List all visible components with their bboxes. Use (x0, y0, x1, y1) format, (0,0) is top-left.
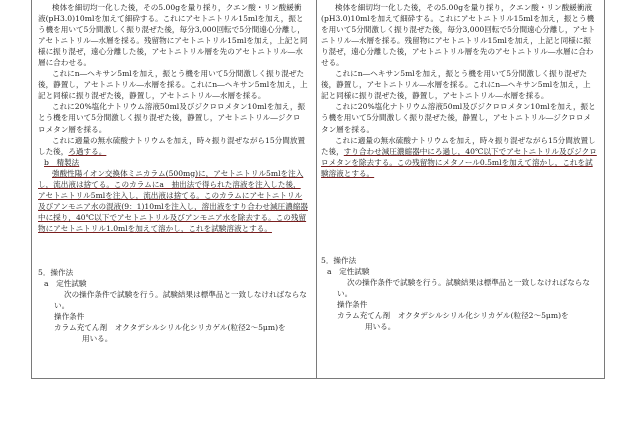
left-heading-qualitative: a 定性試験 (44, 279, 87, 289)
right-para-qualitative: 次の操作条件で試験を行う。試験結果は標準品と一致しなければならない。 (337, 277, 590, 298)
table-border-right (604, 0, 605, 378)
table-border-bottom (31, 378, 605, 379)
left-heading-purification (38, 157, 308, 168)
left-column-packing-cont: 用いる。 (82, 334, 113, 344)
right-para-nacl: これに20%塩化ナトリウム溶液50ml及びジクロロメタン10mlを加え，振とう機を用いて5分間激しく振り混ぜた後，静置し，アセトニトリル―ジクロロメタン層を採る。 (321, 102, 596, 134)
right-column-packing-label: カラム充てん剤 (337, 310, 391, 320)
left-column-packing (38, 322, 308, 333)
left-column-packing-label: カラム充てん剤 (54, 323, 108, 333)
left-heading-procedure: 5．操作法 (38, 267, 74, 277)
right-heading-qualitative: a 定性試験 (327, 266, 370, 276)
right-heading-conditions: 操作条件 (337, 299, 368, 309)
right-para4-underlined: すり合わせ減圧濃縮器中にろ過し，40℃以下でアセトニトリル及びジクロロメタンを除去する。この残留物にメタノール0.5mlを加えて溶かし，これを試験溶液とする。 (321, 146, 597, 178)
left-para4-underlined: ろ過する。 (68, 146, 107, 156)
left-column (38, 2, 308, 344)
left-para-purification (38, 168, 308, 234)
right-para-hexane: これにn―ヘキサン5mlを加え，振とう機を用いて5分間激しく振り混ぜた後，静置し，アセトニトリル―水層を採る。これにn―ヘキサン5mlを加え，上記と同様に振り混ぜた後，静置し，アセトニトリル―水層を採る。 (321, 69, 591, 101)
left-para-sodium-sulfate (38, 135, 308, 157)
right-heading-procedure: 5．操作法 (321, 255, 357, 265)
left-para4-text: これに適量の無水硫酸ナトリウムを加え，時々振り混ぜながら15分間放置した後， (38, 135, 306, 156)
right-column-packing-text: オクタデシルシリル化シリカゲル(粒径2～5μm)を (397, 310, 569, 320)
left-heading-purification-text: b 精製法 (44, 157, 80, 167)
left-para-nacl: これに20%塩化ナトリウム溶液50ml及びジクロロメタン10mlを加え，振とう機を用いて5分間激しく振り混ぜた後，静置し，アセトニトリル―ジクロロメタン層を採る。 (38, 102, 306, 134)
left-para-qualitative: 次の操作条件で試験を行う。試験結果は標準品と一致しなければならない。 (54, 290, 307, 311)
right-column-packing-cont: 用いる。 (365, 322, 396, 332)
left-column-packing-text: オクタデシルシリル化シリカゲル(粒径2～5μm)を (114, 323, 286, 333)
right-para-extraction: 検体を細切均一化した後，その5.00gを量り採り，クエン酸・リン酸緩衝液(pH3.0)10mlを加えて細砕する。これにアセトニトリル15mlを加え，振とう機を用いて5分間激しく振り混ぜた後，毎分3,000回転で5分間遠心分離し，アセトニトリル―水層を採る。残留物にアセトニトリル15mlを加え，上記と同様に振り混ぜ，遠心分離した後，アセトニトリル層を先のアセトニトリル―水層に合わせる。 (321, 3, 596, 68)
table-border-left (31, 0, 32, 378)
right-para4-text: これに適量の無水硫酸ナトリウムを加え，時々振り混ぜながら15分間放置した後， (321, 135, 596, 156)
left-para-hexane: これにn―ヘキサン5mlを加え，振とう機を用いて5分間激しく振り混ぜた後，静置し，アセトニトリル―水層を採る。これにn―ヘキサン5mlを加え，上記と同様に振り混ぜた後，静置し，アセトニトリル―水層を採る。 (38, 69, 308, 101)
right-column-packing (321, 310, 597, 321)
left-para-extraction: 検体を細切均一化した後，その5.00gを量り採り，クエン酸・リン酸緩衝液(pH3.0)10mlを加えて細砕する。これにアセトニトリル15mlを加え，振とう機を用いて5分間激しく振り混ぜた後，毎分3,000回転で5分間遠心分離し，アセトニトリル―水層を採る。残留物にアセトニトリル15mlを加え，上記と同様に振り混ぜ，遠心分離した後，アセトニトリル層を先のアセトニトリル―水層に合わせる。 (38, 3, 308, 68)
right-column (321, 2, 597, 332)
table-border-middle (316, 0, 317, 378)
left-purification-underlined: 強酸性陽イオン交換体ミニカラム(500mg)に，アセトニトリル5mlを注入し，流出液は捨てる。このカラムにa 抽出法で得られた溶液を注入した後，アセトニトリル5mlを注入し，流出液は捨てる。このカラムにアセトニトリル及びアンモニア水の混液(9：1)10mlを注入し，溶出液をすり合わせ減圧濃縮器中に採り，40℃以下でアセトニトリル及びアンモニア水を除去する。この残留物にアセトニトリル1.0mlを加えて溶かし，これを試験溶液とする。 (38, 168, 308, 233)
right-para-sodium-sulfate (321, 135, 597, 179)
left-heading-conditions: 操作条件 (54, 312, 85, 322)
